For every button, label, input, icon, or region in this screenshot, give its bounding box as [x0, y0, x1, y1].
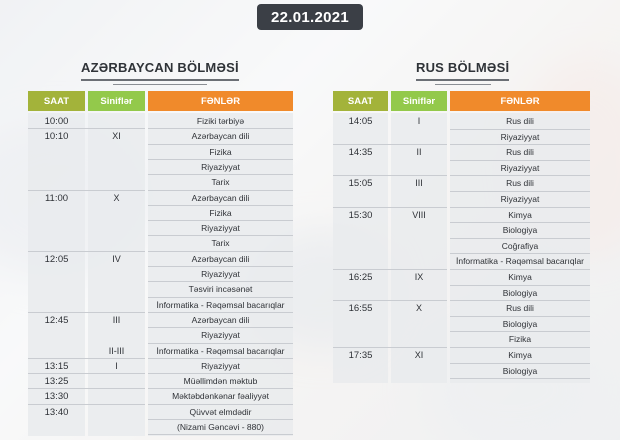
- subject-cell: Riyaziyyat: [201, 223, 240, 234]
- subject-cell: Riyaziyyat: [500, 162, 540, 173]
- block-divider: [28, 358, 145, 359]
- row-divider: [148, 281, 293, 282]
- subject-cell: Biologiya: [502, 365, 538, 376]
- row-divider: [450, 378, 590, 379]
- block-divider: [28, 128, 145, 129]
- subject-cell: Riyaziyyat: [201, 161, 240, 172]
- row-divider: [148, 266, 293, 267]
- subject-cell: Riyaziyyat: [201, 360, 240, 371]
- class-cell: X: [113, 192, 120, 203]
- row-divider: [148, 419, 293, 420]
- row-divider: [450, 222, 590, 223]
- subject-cell: Kimya: [508, 209, 532, 220]
- subject-cell: Rus dili: [506, 147, 534, 158]
- row-divider: [148, 434, 293, 435]
- time-cell: 13:15: [44, 360, 69, 372]
- subject-cell: Biologiya: [502, 287, 538, 298]
- time-cell: 15:30: [348, 209, 373, 221]
- subject-cell: Azərbaycan dili: [191, 253, 250, 264]
- row-divider: [148, 144, 293, 145]
- class-cell: IV: [112, 253, 121, 264]
- row-divider: [450, 269, 590, 270]
- row-divider: [148, 343, 293, 344]
- subject-cell: Riyaziyyat: [201, 269, 240, 279]
- subject-cell: Tarix: [211, 238, 230, 249]
- subject-cell: Biologiya: [502, 225, 538, 236]
- subject-cell: Azərbaycan dili: [191, 192, 250, 203]
- header-saat: SAAT: [28, 91, 85, 111]
- row-divider: [450, 238, 590, 239]
- az-section-title: [81, 60, 239, 75]
- row-divider: [148, 251, 293, 252]
- subject-cell: Fizika: [508, 334, 532, 345]
- row-divider: [148, 388, 293, 389]
- title-underline: [81, 79, 239, 81]
- time-cell: 10:10: [44, 131, 69, 143]
- subject-cell: Riyaziyyat: [500, 131, 540, 142]
- subject-cell: Rus dili: [506, 116, 534, 126]
- time-cell: 13:30: [44, 391, 69, 403]
- subject-cell: Azərbaycan dili: [191, 131, 250, 142]
- time-cell: 10:00: [44, 116, 69, 127]
- block-divider: [333, 175, 447, 176]
- time-cell: 12:45: [44, 314, 69, 326]
- row-divider: [450, 347, 590, 348]
- subject-cell: Qüvvət elmdədir: [189, 406, 252, 417]
- row-divider: [148, 128, 293, 129]
- subject-cell: İnformatika - Rəqəmsal bacarıqlar: [156, 345, 285, 356]
- time-cell: 15:05: [348, 178, 373, 190]
- row-divider: [450, 144, 590, 145]
- row-divider: [450, 207, 590, 208]
- ru-section-title: [416, 60, 509, 75]
- subject-cell: Azərbaycan dili: [191, 314, 250, 325]
- row-divider: [148, 235, 293, 236]
- row-divider: [148, 220, 293, 221]
- subject-cell: Fizika: [209, 207, 232, 218]
- class-cell: I: [115, 360, 118, 371]
- subject-cell: Rus dili: [506, 178, 534, 189]
- class-cell: III: [112, 314, 121, 325]
- header-saat: SAAT: [333, 91, 388, 111]
- ru-section-title-text: RUS BÖLMƏSİ: [416, 60, 510, 75]
- row-divider: [450, 160, 590, 161]
- block-divider: [28, 388, 145, 389]
- time-cell: 17:35: [348, 350, 373, 361]
- row-divider: [450, 253, 590, 254]
- subject-cell: Fiziki tərbiyə: [196, 116, 245, 126]
- class-cell: IX: [414, 272, 424, 282]
- class-cell: VIII: [412, 209, 426, 220]
- az-section-title-text: AZƏRBAYCAN BÖLMƏSİ: [81, 60, 239, 75]
- row-divider: [148, 205, 293, 206]
- row-divider: [450, 300, 590, 301]
- row-divider: [450, 175, 590, 176]
- class-cell: I: [417, 116, 421, 126]
- time-cell: 11:00: [44, 192, 69, 204]
- subject-cell: Kimya: [508, 350, 532, 360]
- time-cell: 14:05: [348, 116, 373, 127]
- subject-cell: Riyaziyyat: [500, 194, 540, 204]
- row-divider: [450, 316, 590, 317]
- subject-cell: Fizika: [209, 146, 232, 157]
- row-divider: [148, 312, 293, 313]
- block-divider: [333, 207, 447, 208]
- title-underline: [435, 84, 491, 85]
- row-divider: [450, 129, 590, 130]
- block-divider: [28, 190, 145, 191]
- subject-cell: Riyaziyyat: [201, 330, 240, 341]
- block-divider: [28, 312, 145, 313]
- block-divider: [333, 269, 447, 270]
- row-divider: [148, 404, 293, 405]
- header-fenn: FƏNLƏR: [450, 91, 590, 111]
- subject-cell: İnformatika - Rəqəmsal bacarıqlar: [455, 256, 585, 267]
- az-schedule-table: [28, 91, 293, 436]
- subject-cell: (Nizami Gəncəvi - 880): [177, 422, 264, 432]
- class-cell: III: [415, 178, 423, 189]
- row-divider: [148, 190, 293, 191]
- subject-cell: İnformatika - Rəqəmsal bacarıqlar: [156, 299, 285, 310]
- row-divider: [148, 174, 293, 175]
- class-cell: X: [415, 303, 422, 314]
- class-cell: II: [416, 147, 422, 158]
- subject-cell: Tarix: [211, 177, 230, 188]
- time-cell: 13:25: [44, 376, 69, 388]
- row-divider: [450, 331, 590, 332]
- row-divider: [148, 327, 293, 328]
- header-sinif: Siniflər: [391, 91, 447, 111]
- subject-cell: Kimya: [508, 272, 532, 282]
- class-cell: XI: [112, 131, 121, 142]
- class-cell: XI: [414, 350, 424, 360]
- row-divider: [148, 373, 293, 374]
- time-cell: 14:35: [348, 147, 373, 159]
- header-sinif: Siniflər: [88, 91, 145, 111]
- class-cell: II-III: [108, 345, 125, 356]
- subject-cell: Biologiya: [502, 318, 538, 329]
- title-underline: [416, 79, 509, 81]
- row-divider: [148, 159, 293, 160]
- block-divider: [333, 300, 447, 301]
- time-cell: 12:05: [44, 253, 69, 265]
- row-divider: [450, 285, 590, 286]
- row-divider: [148, 358, 293, 359]
- subject-cell: Məktəbdənkənar fəaliyyət: [172, 391, 269, 402]
- block-divider: [333, 144, 447, 145]
- time-cell: 13:40: [44, 406, 69, 418]
- date-badge: 22.01.2021: [257, 4, 363, 30]
- subject-cell: Rus dili: [506, 303, 534, 314]
- time-cell: 16:55: [348, 303, 373, 315]
- block-divider: [333, 347, 447, 348]
- block-divider: [28, 251, 145, 252]
- row-divider: [450, 191, 590, 192]
- header-fenn: FƏNLƏR: [148, 91, 293, 111]
- subject-cell: Təsviri incəsənət: [188, 284, 253, 295]
- block-divider: [28, 373, 145, 374]
- subject-cell: Coğrafiya: [501, 240, 539, 251]
- row-divider: [450, 363, 590, 364]
- ru-schedule-table: [333, 91, 590, 383]
- block-divider: [28, 404, 145, 405]
- subject-cell: Müəllimdən məktub: [183, 376, 258, 387]
- row-divider: [148, 297, 293, 298]
- title-underline: [113, 84, 208, 85]
- time-cell: 16:25: [348, 272, 373, 283]
